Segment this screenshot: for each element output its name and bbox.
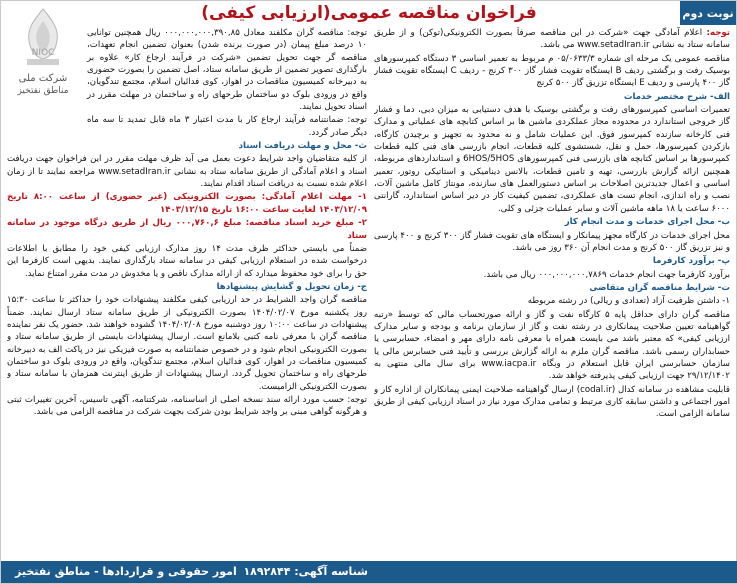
section-te-heading: ت- شرایط مناقصه گران متقاضی xyxy=(589,282,730,293)
intro-paragraph xyxy=(374,27,730,52)
section-pe-text: برآورد کارفرما جهت انجام خدمات ۰۰۰,۰۰۰,۰۰۰,۷۸۶۹ ریال می باشد. xyxy=(483,269,730,280)
tender-subject: مناقصه عمومی یک مرحله ای شماره ۰۵/۰۶۳۳/۳ م مربوط به تعمیر اساسی ۳ دستگاه کمپرسورهای بوسیک رفت و برگشتی ردیف B ایستگاه تقویت فشار گاز ۳۰۰ کرنج - ردیف C ایستگاه تقویت فشار گاز ۴۰۰ پارسی و ردیف E ایستگاه تزریق گاز ۵۰۰ کرنج xyxy=(374,53,730,89)
issuer-department: امور حقوقی و قراردادها - مناطق نفتخیز xyxy=(15,565,237,578)
section-te-item3: قابلیت مشاهده در سامانه کدال (codal.ir) ارسال گواهینامه صلاحیت ایمنی پیمانکاران از اداره کار و امور اجتماعی و داشتن سابقه کاری مرتبط و تمامی مدارک مورد نیاز در اسناد ارزیابی کیفی از طریق سامانه الزامی است. xyxy=(374,384,730,420)
notice-title: فراخوان مناقصه عمومی(ارزیابی کیفی) xyxy=(201,3,537,23)
section-alef-text: تعمیرات اساسی کمپرسورهای رفت و برگشتی بوسیک با هدف دستیابی به میزان دبی، دما و فشار گاز خروجی استاندارد در محدوده مجاز عملکردی ماشین ها بر اساس کتابچه های عملیاتی و مدارک فنی کارخانه سازنده کمپرسور فوق. این عملیات شامل و نه محدود به تجهیز و برچیدن کارگاه، بازکردن کمپرسورها، حمل و نقل، شستشوی کلیه قطعات، انجام بازرسی های فنی کلیه قطعات کمپرسورها بر اساس کتابچه های بازرسی فنی کمپرسورهای 6HOS/5HOS و استانداردهای مربوطه، همچنین ارائه گزارش بازرسی، تهیه و تامین قطعات، بالانس دینامیکی و استاتیکی روتور، تعمیر اساسی و اعمال جدیدترین اصلاحات بر اساس دستورالعمل های سازنده، مونتاژ کامل ماشین آلات، نصب و راه اندازی، انجام تست های عملکردی، تضمین کیفیت کار در دیر اساس استاندارد، گارانتی ۶۰۰۰ ساعت یا ۱۸ ماهه ماشین آلات و سایر عملیات جزئی و کلی. xyxy=(374,105,730,214)
deadline-readiness: ۱- مهلت اعلام آمادگی: بصورت الکترونیکی (غیر حضوری) از ساعت ۸:۰۰ تاریخ ۱۴۰۳/۱۲/۰۹ لغایت ساعت ۱۶:۰۰ تاریخ ۱۴۰۳/۱۲/۱۵ xyxy=(7,192,367,215)
section-pe-heading: پ- برآورد کارفرما xyxy=(652,256,730,267)
left-column xyxy=(7,27,367,562)
section-te-item1: ۱- داشتن ظرفیت آزاد (تعدادی و ریالی) در رشته مربوطه xyxy=(527,296,730,307)
section-be-heading: ب- محل اجرای خدمات و مدت انجام کار xyxy=(564,217,730,228)
notice-id: شناسه آگهی: ۱۸۹۲۸۴۴ xyxy=(243,565,368,578)
section-jim-text: مناقصه گران واجد الشرایط در حد ارزیابی کیفی مکلفند پیشنهادات خود را حداکثر تا ساعت ۱۵:۳۰ روز یکشنبه مورخ ۱۴۰۴/۰۲/۰۷ بصورت الکترونیکی از طریق سامانه ستاد ارسال نمایند. ضمناً پیشنهادات در ساعت ۱۰:۰۰ روز دوشنبه مورخ ۱۴۰۴/۰۲/۰۸ گشوده خواهند شد. حضور یک نفر نماینده مناقصه گران با معرفی نامه کتبی بلامانع است. ارسال پیشنهادات بایستی از طریق سامانه ستاد و بصورت الکترونیکی انجام شود و در خصوص ضمانتنامه به صورت فیزیکی نیز در پاکت الف به دبیرخانه کمیسیون مناقصات در اهواز، کوی فدائیان اسلام، مجتمع تندگویان، واقع در ورودی بلوک دو ساختمان طرحهای راه و ساختمان تحویل گردد. ارسال پیشنهادات از طریق اینترنت همزمان با سامانه ستاد و بصورت الکترونیکی الزامیست. xyxy=(7,295,367,392)
right-column xyxy=(374,27,730,562)
section-se-text: از کلیه متقاضیان واجد شرایط دعوت بعمل می آید ظرف مهلت مقرر در این فراخوان جهت دریافت اسناد و اعلام آمادگی از طریق سامانه ستاد به نشانی www.setadIran.ir مراجعه نمایند تا از زمان اعلام شده نسبت به دریافت اسناد اقدام نمایند. xyxy=(7,154,367,190)
final-note: توجه: حسب مورد ارائه سند نسخه اصلی از اساسنامه، شرکتنامه، آگهی تاسیس، آخرین تغییرات ثبتی و هرگونه گواهی مبنی بر واجد شرایط بودن شرکت بجهت شرکت در مناقصه الزامی می باشد. xyxy=(7,394,367,418)
intro-text: اعلام آمادگی جهت «شرکت در این مناقصه صرفاً بصورت الکترونیکی(توکن) و از طریق سامانه ستاد به نشانی www.setadIran.ir می باشد. xyxy=(374,28,730,51)
section-te-item2: مناقصه گران دارای حداقل پایه ۵ کارگاه نفت و گاز و ارائه صورتحساب مالی که توسط «رتبه گواهینامه تعیین صلاحیت پیمانکاری در رشته نفت و گاز از سازمان برنامه و بودجه و سایر مدارک ارزیابی کیفی» که معتبر باشد می بایست همراه با معرفی نامه دارای مهر و امضاء، حسابرسی یا حسابداران رسمی باشد. مناقصه گران ملزم به ارائه گزارش بررسی و تأیید فنی حسابرس مالی یا سازمان حسابرسی ایران قابل استعلام در وبگاه www.iacpa.ir برای سال مالی منتهی به ۲۹/۱۲/۱۴۰۲ جهت ارزیابی کیفی پذیرفته خواهد شد. xyxy=(374,309,730,382)
header xyxy=(0,1,736,27)
guarantee-note: توجه: ضمانتنامه فرآیند ارجاع کار با مدت اعتبار ۳ ماه قابل تمدید تا سه ماه دیگر صادر گردد. xyxy=(87,115,367,138)
section-se-heading: ث- محل و مهلت دریافت اسناد xyxy=(238,141,367,152)
intro-label: توجه: xyxy=(706,28,730,38)
section-be-text: محل اجرای خدمات در کارگاه مجهز پیمانکار و ایستگاه های تقویت فشار گاز ۳۰۰ کرنج و ۴۰۰ پارسی و نیز تزریق گاز ۵۰۰ کرنج و مدت انجام آن ۳۶۰ روز می باشد. xyxy=(374,230,730,253)
logo-line1: شرکت ملی xyxy=(18,73,68,84)
guarantee-paragraph: توجه: مناقصه گران مکلفند معادل ۰۰۰,۰۰۰,۰۰۰,۳۹۰,۸۵ ریال همچنین توانایی ۱۰ درصد مبلغ پیمان (در صورت برنده شدن) بعنوان تضمین انجام تعهدات، مناقصه گر جهت تحویل تضمین «شرکت در فرآیند ارجاع کار» علاوه بر بارگذاری تصویر تضمین از طریق سامانه ستاد، اصل تضمین را بصورت حضوری به دبیرخانه کمیسیون مناقصات در اهواز، کوی فدائیان اسلام، مجتمع تندگویان، واقع در ورودی بلوک دو ساختمان طرحهای راه و ساختمان در مهلت مقرر در اسناد تحویل نمایند. xyxy=(87,28,367,113)
svg-text:NIOC: NIOC xyxy=(31,48,55,58)
section-alef-heading: الف- شرح مختصر خدمات xyxy=(623,91,730,102)
logo-line2: مناطق نفتخیز xyxy=(17,86,69,96)
notice-round-badge: نوبت دوم xyxy=(680,1,736,25)
document-price: ۲- مبلغ خرید اسناد مناقصه: مبلغ ۰۰۰,۷۶۰,۶ ریال از طریق درگاه موجود در سامانه ستاد xyxy=(7,218,367,241)
qualification-text: ضمناً می بایستی حداکثر ظرف مدت ۱۴ روز مدارک ارزیابی کیفی خود را مطابق با اطلاعات درخواست شده در استعلام ارزیابی کیفی در سامانه ستاد بارگذاری نمایند. بدیهی است کارفرما این حق را برای خود محفوظ میدارد که از ارائه مدارک ناقص و یا مخدوش در مدت مقرر امتناع نماید. xyxy=(7,243,367,279)
footer-bar xyxy=(1,561,737,583)
section-jim-heading: ج- زمان تحویل و گشایش پیشنهادها xyxy=(216,281,367,292)
